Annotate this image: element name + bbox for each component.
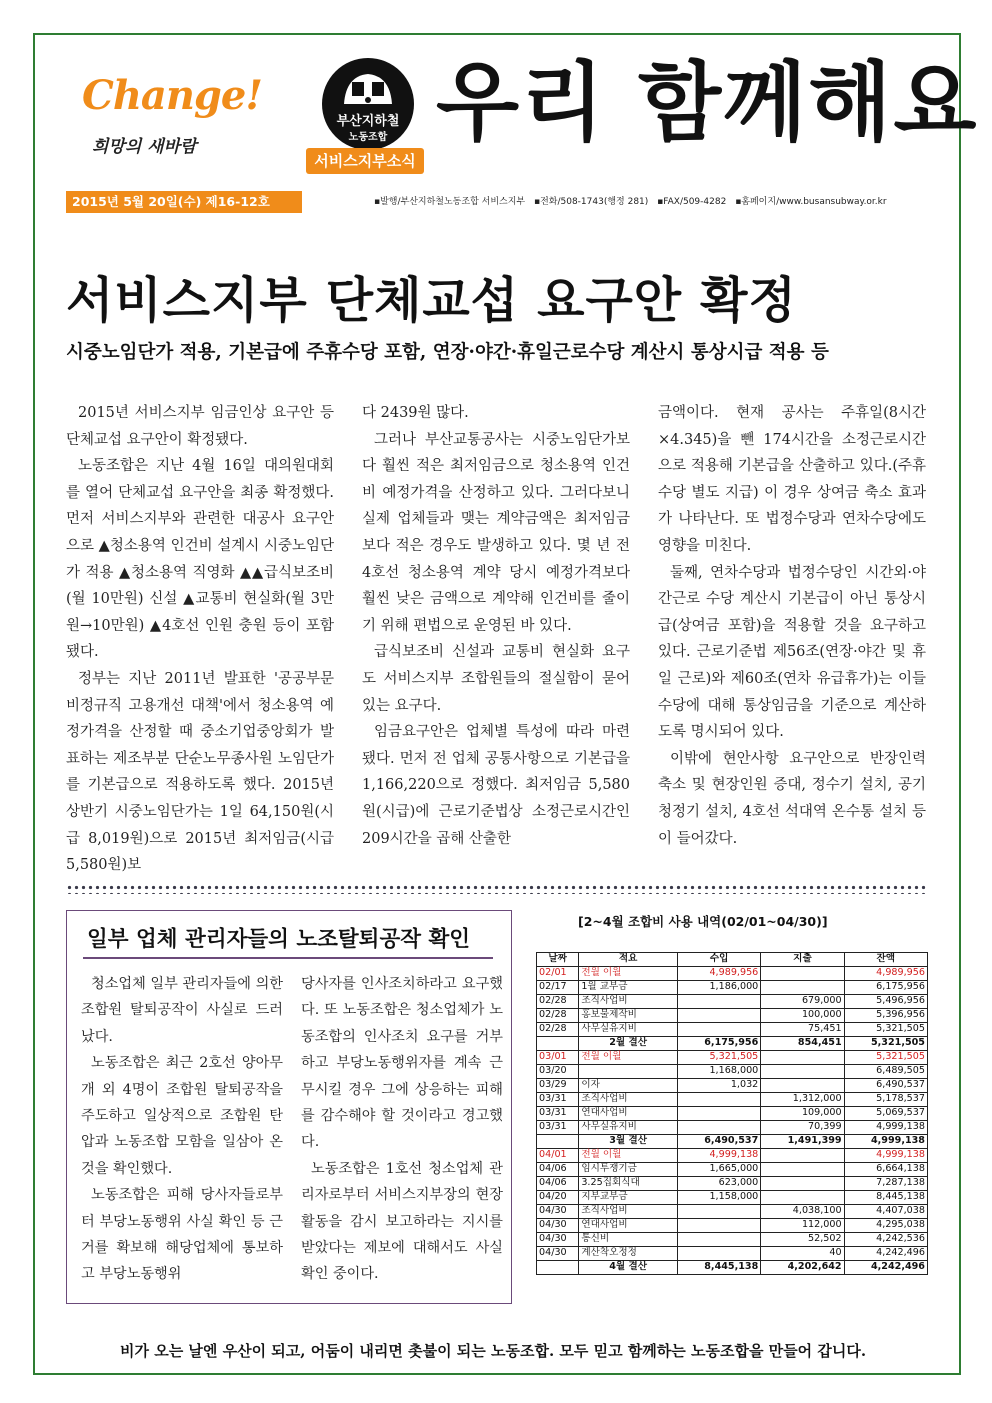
paragraph: 임금요구안은 업체별 특성에 따라 마련됐다. 먼저 전 업체 공통사항으로 기본급을 1,166,220으로 정했다. 최저임금 5,580원(시급)에 근로기준법상 소정근로시간인 209시간을 곱해 산출한 bbox=[362, 724, 630, 847]
table-cell-date bbox=[537, 1037, 579, 1051]
table-cell-expense: 52,502 bbox=[761, 1233, 844, 1247]
publisher: ▪발행/부산지하철노동조합 서비스지부 bbox=[374, 197, 526, 207]
table-cell-date: 02/17 bbox=[537, 981, 579, 995]
table-header-row bbox=[537, 953, 928, 967]
table-row bbox=[537, 995, 928, 1009]
table-cell-income bbox=[677, 1107, 760, 1121]
table-row bbox=[537, 1107, 928, 1121]
table-cell-desc: 통신비 bbox=[579, 1233, 678, 1247]
table-cell-income: 6,490,537 bbox=[677, 1135, 760, 1149]
table-cell-balance: 4,999,138 bbox=[844, 1121, 927, 1135]
table-cell-date: 04/30 bbox=[537, 1247, 579, 1261]
table-row bbox=[537, 1191, 928, 1205]
table-cell-date: 04/06 bbox=[537, 1163, 579, 1177]
table-cell-balance: 5,396,956 bbox=[844, 1009, 927, 1023]
table-cell-desc: 전월 이월 bbox=[579, 967, 678, 981]
section-divider bbox=[66, 884, 928, 894]
table-cell-desc: 전월 이월 bbox=[579, 1149, 678, 1163]
table-row bbox=[537, 1051, 928, 1065]
paragraph: 둘째, 연차수당과 법정수당인 시간외·야간근로 수당 계산시 기본급이 아닌 통상시급(상여금 포함)을 적용할 것을 요구하고 있다. 근로기준법 제56조(연장·야간 및 휴일 근로)와 제60조(연차 유급휴가)는 이들 수당에 대해 통상임금을 기준으로 계산하도록 명시되어 있다. bbox=[658, 564, 926, 741]
table-cell-balance: 5,178,537 bbox=[844, 1093, 927, 1107]
table-cell-expense: 112,000 bbox=[761, 1219, 844, 1233]
table-cell-balance: 6,664,138 bbox=[844, 1163, 927, 1177]
table-cell-date bbox=[537, 1135, 579, 1149]
headline: 서비스지부 단체교섭 요구안 확정 bbox=[66, 271, 797, 329]
table-cell-income: 8,445,138 bbox=[677, 1261, 760, 1275]
table-cell-desc: 2월 결산 bbox=[579, 1037, 678, 1051]
table-cell-desc: 사무실유지비 bbox=[579, 1023, 678, 1037]
paragraph: 다 2439원 많다. bbox=[362, 405, 469, 421]
homepage: ▪홈페이지/www.busansubway.or.kr bbox=[735, 197, 887, 207]
table-cell-balance: 6,175,956 bbox=[844, 981, 927, 995]
table-cell-desc: 4월 결산 bbox=[579, 1261, 678, 1275]
issue-date-bar: 2015년 5월 20일(수) 제16-12호 bbox=[66, 191, 302, 213]
table-row bbox=[537, 1009, 928, 1023]
table-cell-expense bbox=[761, 1065, 844, 1079]
paragraph: 노동조합은 지난 4월 16일 대의원대회를 열어 단체교섭 요구안을 최종 확정했다. 먼저 서비스지부와 관련한 대공사 요구안으로 ▲청소용역 인건비 설계시 시중노임단가 적용 ▲청소용역 직영화 ▲▲급식보조비(월 10만원) 신설 ▲교통비 현실화(월 3만원→10만원) ▲4호선 인원 충원 등이 포함됐다. bbox=[66, 458, 334, 661]
table-cell-desc: 이자 bbox=[579, 1079, 678, 1093]
table-row bbox=[537, 1233, 928, 1247]
section-badge: 서비스지부소식 bbox=[306, 148, 424, 174]
table-cell-desc: 전월 이월 bbox=[579, 1051, 678, 1065]
finance-table-caption: [2~4월 조합비 사용 내역(02/01~04/30)] bbox=[578, 914, 828, 929]
fax: ▪FAX/509-4282 bbox=[657, 197, 727, 207]
table-cell-date: 03/20 bbox=[537, 1065, 579, 1079]
table-cell-expense bbox=[761, 967, 844, 981]
table-cell-desc bbox=[579, 1065, 678, 1079]
table-cell-desc: 홍보물제작비 bbox=[579, 1009, 678, 1023]
finance-table bbox=[536, 952, 928, 1275]
table-cell-balance: 4,295,038 bbox=[844, 1219, 927, 1233]
paragraph: 정부는 지난 2011년 발표한 '공공부문 비정규직 고용개선 대책'에서 청소용역 예정가격을 산정할 때 중소기업중앙회가 발표하는 제조부분 단순노무종사원 노임단가를 기본급으로 적용하도록 했다. 2015년 상반기 시중노임단가는 1일 64,150원(시급 8,019원)으로 2015년 최저임금(시급 5,580원)보 bbox=[66, 670, 334, 874]
paragraph: 금액이다. 현재 공사는 주휴일(8시간×4.345)을 뺀 174시간을 소정근로시간으로 적용해 기본급을 산출하고 있다.(주휴수당 별도 지급) 이 경우 상여금 축소 효과가 나타난다. 또 법정수당과 연차수당에도 영향을 미친다. bbox=[658, 405, 926, 554]
paragraph: 그러나 부산교통공사는 시중노임단가보다 훨씬 적은 최저임금으로 청소용역 인건비 예정가격을 산정하고 있다. 그러다보니 실제 업체들과 맺는 계약금액은 최저임금보다 적은 경우도 발생하고 있다. 몇 년 전 4호선 청소용역 계약 당시 예정가격보다 훨씬 낮은 금액으로 계약해 인건비를 줄이기 위해 편법으로 운영된 바 있다. bbox=[362, 431, 630, 634]
table-cell-balance: 4,242,496 bbox=[844, 1261, 927, 1275]
table-cell-income: 4,989,956 bbox=[677, 967, 760, 981]
table-total-row bbox=[537, 1037, 928, 1051]
table-cell-date: 03/29 bbox=[537, 1079, 579, 1093]
table-cell-date: 04/30 bbox=[537, 1233, 579, 1247]
table-cell-date: 04/30 bbox=[537, 1205, 579, 1219]
table-row bbox=[537, 1219, 928, 1233]
table-cell-income: 6,175,956 bbox=[677, 1037, 760, 1051]
column-header: 잔액 bbox=[844, 953, 927, 967]
boxed-column-1 bbox=[81, 971, 283, 1288]
table-cell-desc: 지부교부금 bbox=[579, 1191, 678, 1205]
table-cell-income: 1,186,000 bbox=[677, 981, 760, 995]
table-row bbox=[537, 1065, 928, 1079]
table-cell-desc: 연대사업비 bbox=[579, 1219, 678, 1233]
table-cell-income: 1,158,000 bbox=[677, 1191, 760, 1205]
table-cell-income bbox=[677, 1009, 760, 1023]
table-cell-expense: 109,000 bbox=[761, 1107, 844, 1121]
table-cell-income bbox=[677, 1121, 760, 1135]
table-cell-income bbox=[677, 1205, 760, 1219]
table-cell-desc: 3.25집회식대 bbox=[579, 1177, 678, 1191]
table-cell-date: 04/30 bbox=[537, 1219, 579, 1233]
table-cell-balance: 4,999,138 bbox=[844, 1135, 927, 1149]
table-cell-income bbox=[677, 1219, 760, 1233]
table-cell-balance: 4,242,536 bbox=[844, 1233, 927, 1247]
table-cell-balance: 6,490,537 bbox=[844, 1079, 927, 1093]
table-cell-expense: 75,451 bbox=[761, 1023, 844, 1037]
paragraph: 이밖에 현안사항 요구안으로 반장인력 축소 및 현장인원 증대, 정수기 설치, 공기청정기 설치, 4호선 석대역 온수통 설치 등이 들어갔다. bbox=[658, 750, 926, 847]
subheadline: 시중노임단가 적용, 기본급에 주휴수당 포함, 연장·야간·휴일근로수당 계산시 통상시급 적용 등 bbox=[66, 342, 829, 363]
table-cell-balance: 4,407,038 bbox=[844, 1205, 927, 1219]
table-cell-expense bbox=[761, 1163, 844, 1177]
table-cell-balance: 5,321,505 bbox=[844, 1037, 927, 1051]
table-row bbox=[537, 1247, 928, 1261]
column-header: 날짜 bbox=[537, 953, 579, 967]
boxed-article bbox=[66, 910, 512, 1304]
table-cell-expense bbox=[761, 1149, 844, 1163]
finance-table-body bbox=[537, 967, 928, 1275]
paragraph: 2015년 서비스지부 임금인상 요구안 등 단체교섭 요구안이 확정됐다. bbox=[66, 405, 334, 448]
table-cell-expense: 1,312,000 bbox=[761, 1093, 844, 1107]
table-total-row bbox=[537, 1135, 928, 1149]
table-cell-desc: 계산착오정정 bbox=[579, 1247, 678, 1261]
table-cell-desc: 연대사업비 bbox=[579, 1107, 678, 1121]
table-cell-income bbox=[677, 1247, 760, 1261]
table-cell-income bbox=[677, 1023, 760, 1037]
table-cell-expense bbox=[761, 1079, 844, 1093]
table-row bbox=[537, 1205, 928, 1219]
table-cell-income: 1,168,000 bbox=[677, 1065, 760, 1079]
table-cell-expense: 854,451 bbox=[761, 1037, 844, 1051]
publication-info bbox=[374, 194, 893, 207]
table-cell-balance: 7,287,138 bbox=[844, 1177, 927, 1191]
table-row bbox=[537, 1177, 928, 1191]
table-row bbox=[537, 1163, 928, 1177]
table-cell-balance: 5,496,956 bbox=[844, 995, 927, 1009]
table-cell-expense bbox=[761, 1191, 844, 1205]
table-cell-balance: 5,321,505 bbox=[844, 1051, 927, 1065]
article-column-1 bbox=[66, 400, 334, 879]
table-cell-date: 04/01 bbox=[537, 1149, 579, 1163]
table-cell-date: 02/28 bbox=[537, 1023, 579, 1037]
paragraph: 노동조합은 피해 당사자들로부터 부당노동행위 사실 확인 등 근거를 확보해 해당업체에 통보하고 부당노동행위 bbox=[81, 1187, 283, 1283]
table-cell-date: 02/28 bbox=[537, 995, 579, 1009]
table-cell-date bbox=[537, 1261, 579, 1275]
table-cell-date: 02/01 bbox=[537, 967, 579, 981]
table-row bbox=[537, 1149, 928, 1163]
table-total-row bbox=[537, 1261, 928, 1275]
article-column-2 bbox=[362, 400, 630, 852]
table-cell-expense: 4,202,642 bbox=[761, 1261, 844, 1275]
phone: ▪전화/508-1743(행정 281) bbox=[533, 197, 649, 207]
column-header: 지출 bbox=[761, 953, 844, 967]
table-cell-desc: 1월 교부금 bbox=[579, 981, 678, 995]
paper-title: 우리 함께해요 bbox=[436, 52, 979, 153]
footer-motto: 비가 오는 날엔 우산이 되고, 어둠이 내리면 촛불이 되는 노동조합. 모두 믿고 함께하는 노동조합을 만들어 갑니다. bbox=[120, 1342, 867, 1360]
table-cell-income: 1,665,000 bbox=[677, 1163, 760, 1177]
table-cell-expense: 40 bbox=[761, 1247, 844, 1261]
table-cell-balance: 4,989,956 bbox=[844, 967, 927, 981]
table-cell-date: 03/31 bbox=[537, 1121, 579, 1135]
table-cell-expense bbox=[761, 981, 844, 995]
paragraph: 노동조합은 최근 2호선 양아무개 외 4명이 조합원 탈퇴공작을 주도하고 일상적으로 조합원 탄압과 노동조합 모함을 일삼아 온 것을 확인했다. bbox=[81, 1055, 283, 1177]
boxed-column-2 bbox=[301, 971, 503, 1288]
table-cell-income: 4,999,138 bbox=[677, 1149, 760, 1163]
table-cell-desc: 3월 결산 bbox=[579, 1135, 678, 1149]
table-row bbox=[537, 1093, 928, 1107]
table-cell-income bbox=[677, 1093, 760, 1107]
table-cell-desc: 사무실유지비 bbox=[579, 1121, 678, 1135]
table-cell-balance: 4,242,496 bbox=[844, 1247, 927, 1261]
paragraph: 노동조합은 1호선 청소업체 관리자로부터 서비스지부장의 현장활동을 감시 보고하라는 지시를 받았다는 제보에 대해서도 사실 확인 중이다. bbox=[301, 1160, 503, 1283]
table-cell-income bbox=[677, 995, 760, 1009]
table-cell-date: 03/01 bbox=[537, 1051, 579, 1065]
table-cell-date: 03/31 bbox=[537, 1093, 579, 1107]
table-cell-expense bbox=[761, 1177, 844, 1191]
table-cell-date: 02/28 bbox=[537, 1009, 579, 1023]
table-cell-expense: 70,399 bbox=[761, 1121, 844, 1135]
table-cell-income: 623,000 bbox=[677, 1177, 760, 1191]
table-cell-desc: 임시투쟁기금 bbox=[579, 1163, 678, 1177]
article-column-3 bbox=[658, 400, 926, 852]
table-cell-date: 04/20 bbox=[537, 1191, 579, 1205]
table-row bbox=[537, 1121, 928, 1135]
table-cell-expense: 100,000 bbox=[761, 1009, 844, 1023]
table-cell-expense: 679,000 bbox=[761, 995, 844, 1009]
table-cell-balance: 5,069,537 bbox=[844, 1107, 927, 1121]
paragraph: 급식보조비 신설과 교통비 현실화 요구도 서비스지부 조합원들의 절실함이 묻어있는 요구다. bbox=[362, 644, 630, 714]
table-cell-desc: 조직사업비 bbox=[579, 1093, 678, 1107]
table-row bbox=[537, 967, 928, 981]
column-header: 적요 bbox=[579, 953, 678, 967]
table-cell-balance: 4,999,138 bbox=[844, 1149, 927, 1163]
change-logo-text: Change! bbox=[82, 72, 262, 119]
table-cell-date: 03/31 bbox=[537, 1107, 579, 1121]
table-cell-balance: 6,489,505 bbox=[844, 1065, 927, 1079]
table-cell-expense: 4,038,100 bbox=[761, 1205, 844, 1219]
table-row bbox=[537, 1023, 928, 1037]
table-cell-income: 5,321,505 bbox=[677, 1051, 760, 1065]
table-cell-income bbox=[677, 1233, 760, 1247]
logo-line2: 노동조합 bbox=[348, 132, 388, 143]
table-cell-expense: 1,491,399 bbox=[761, 1135, 844, 1149]
table-cell-balance: 5,321,505 bbox=[844, 1023, 927, 1037]
logo-line1: 부산지하철 bbox=[336, 114, 400, 129]
slogan: 희망의 새바람 bbox=[92, 137, 197, 157]
column-header: 수입 bbox=[677, 953, 760, 967]
table-row bbox=[537, 1079, 928, 1093]
table-cell-desc: 조직사업비 bbox=[579, 995, 678, 1009]
boxed-article-title: 일부 업체 관리자들의 노조탈퇴공작 확인 bbox=[83, 921, 493, 959]
table-cell-income: 1,032 bbox=[677, 1079, 760, 1093]
table-cell-balance: 8,445,138 bbox=[844, 1191, 927, 1205]
table-cell-expense bbox=[761, 1051, 844, 1065]
paragraph: 청소업체 일부 관리자들에 의한 조합원 탈퇴공작이 사실로 드러났다. bbox=[81, 976, 283, 1045]
table-cell-date: 04/06 bbox=[537, 1177, 579, 1191]
paragraph: 당사자를 인사조치하라고 요구했다. 또 노동조합은 청소업체가 노동조합의 인사조치 요구를 거부하고 부당노동행위자를 계속 근무시킬 경우 그에 상응하는 피해를 감수해야 할 것이라고 경고했다. bbox=[301, 976, 503, 1151]
table-row bbox=[537, 981, 928, 995]
table-cell-desc: 조직사업비 bbox=[579, 1205, 678, 1219]
